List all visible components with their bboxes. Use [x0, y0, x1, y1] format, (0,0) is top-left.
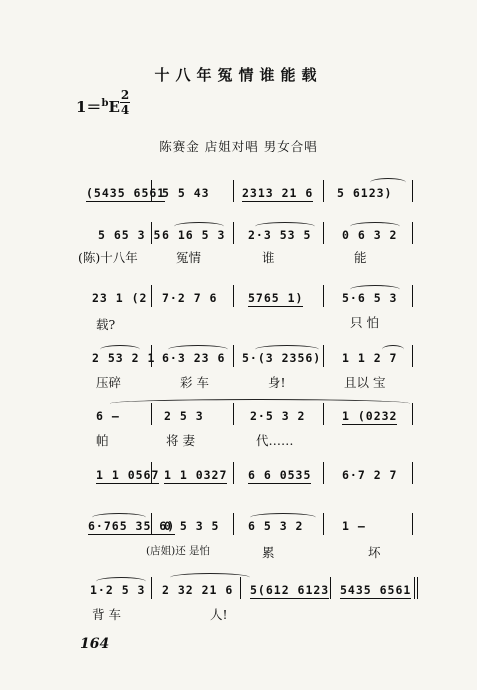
- time-denominator: 4: [120, 103, 130, 117]
- lyric: 将 妻: [166, 433, 195, 448]
- time-signature: [120, 89, 130, 116]
- measure: 6 —: [96, 409, 120, 423]
- measure: 2 32 21 6: [162, 583, 234, 597]
- measure: 1 —: [342, 519, 366, 533]
- score-row-8: [0, 577, 477, 637]
- lyric: (店姐)还 是怕: [146, 545, 211, 557]
- measure: 6·765 35 6): [88, 519, 176, 533]
- page-number: 164: [80, 636, 110, 652]
- measure: 5765 1): [248, 291, 304, 305]
- lyric: 背 车: [92, 607, 121, 622]
- measure: 5 5 43: [162, 186, 210, 200]
- measure: 1 1 0567: [96, 468, 160, 482]
- measure: 2·3 53 5: [248, 228, 312, 242]
- key-note: E: [108, 98, 120, 116]
- measure: 5·(3 2356): [242, 351, 322, 365]
- lyric: 累: [262, 545, 275, 560]
- measure: 6 6 0535: [248, 468, 312, 482]
- measure: 6·3 23 6: [162, 351, 226, 365]
- lyric: 能: [354, 250, 367, 265]
- lyric: 载?: [96, 317, 116, 332]
- time-numerator: 2: [120, 88, 130, 102]
- song-title: 十八年冤情谁能载: [154, 66, 323, 84]
- measure: 6 16 5 3: [162, 228, 226, 242]
- measure: 2313 21 6: [242, 186, 314, 200]
- measure: 1 (0232: [342, 409, 398, 423]
- measure: 7·2 7 6: [162, 291, 218, 305]
- measure: 0 5 3 5: [164, 519, 220, 533]
- measure: 1·2 5 3: [90, 583, 146, 597]
- key-prefix: 1＝: [76, 98, 102, 116]
- measure: 2·5 3 2: [250, 409, 306, 423]
- measure: 1 1 2 7: [342, 351, 398, 365]
- lyric: 坏: [368, 545, 381, 560]
- key-signature: [76, 96, 120, 117]
- lyric: 彩 车: [180, 375, 209, 390]
- performer-credit: 陈赛金 店姐对唱 男女合唱: [159, 139, 318, 154]
- lyric: 且以 宝: [344, 375, 386, 390]
- lyric: 只 怕: [350, 315, 379, 330]
- measure: 5435 6561: [340, 583, 412, 597]
- score-row-5: [0, 403, 477, 463]
- measure: 2 53 2 1: [92, 351, 156, 365]
- measure: 0 6 3 2: [342, 228, 398, 242]
- lyric: 帕: [96, 433, 109, 448]
- lyric: 代……: [256, 433, 294, 448]
- key-flat: b: [101, 98, 109, 109]
- score-row-2: [0, 222, 477, 282]
- score-row-4: [0, 345, 477, 405]
- lyric: 身!: [268, 375, 286, 390]
- lyric: 谁: [262, 250, 275, 265]
- lyric: (陈)十八年: [78, 250, 138, 265]
- measure: 5(612 6123: [250, 583, 330, 597]
- measure: (5435 6561: [86, 186, 166, 200]
- measure: 1 1 0327: [164, 468, 228, 482]
- measure: 2 5 3: [164, 409, 204, 423]
- measure: 5·6 5 3: [342, 291, 398, 305]
- lyric: 人!: [210, 607, 228, 622]
- score-row-7: [0, 513, 477, 573]
- measure: 6 5 3 2: [248, 519, 304, 533]
- lyric: 压碎: [96, 375, 122, 390]
- measure: 5 6123): [337, 186, 393, 200]
- measure: 23 1 (2: [92, 291, 148, 305]
- measure: 5 65 3 5: [98, 228, 162, 242]
- score-row-3: [0, 285, 477, 345]
- measure: 6·7 2 7: [342, 468, 398, 482]
- lyric: 冤情: [176, 250, 202, 265]
